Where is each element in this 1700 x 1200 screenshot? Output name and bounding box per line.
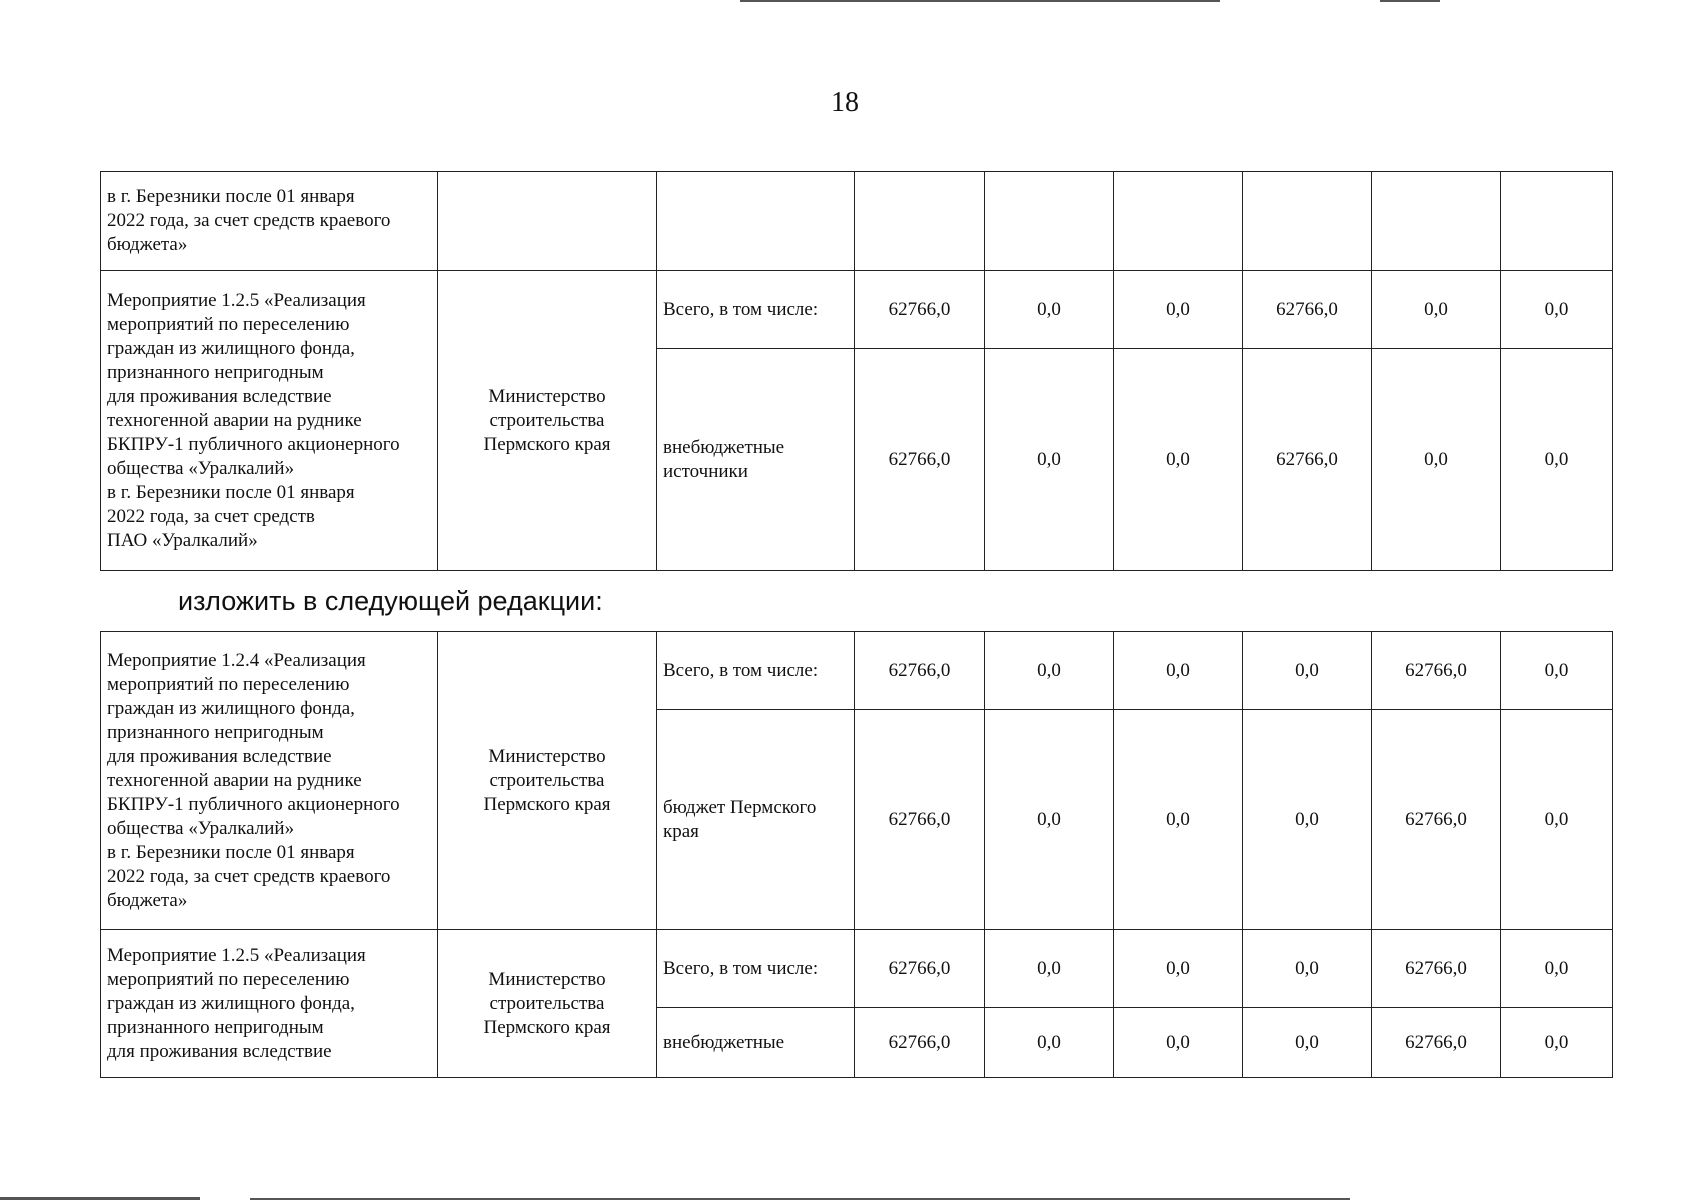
measure-name-cell (101, 271, 438, 571)
value-cell: 62766,0 (855, 632, 985, 710)
value-cell: 0,0 (1243, 710, 1372, 930)
source-label: бюджет Пермского края (657, 710, 855, 930)
continuation-text: в г. Березники после 01 января 2022 года, за счет средств краевого бюджета» (107, 186, 391, 255)
source-label: внебюджетные источники (657, 349, 855, 571)
continuation-cell (101, 172, 438, 271)
empty-cell (855, 172, 985, 271)
empty-cell (657, 172, 855, 271)
value-cell: 0,0 (985, 930, 1114, 1008)
value-cell: 0,0 (1501, 349, 1613, 571)
value-cell: 0,0 (1372, 349, 1501, 571)
value-cell: 0,0 (1501, 930, 1613, 1008)
value-cell: 0,0 (1372, 271, 1501, 349)
value-cell: 0,0 (1114, 930, 1243, 1008)
measure-name-cell (101, 632, 438, 930)
scan-edge-top-left (740, 0, 1220, 2)
value-cell: 0,0 (1114, 632, 1243, 710)
value-cell: 0,0 (1501, 1008, 1613, 1078)
value-cell: 0,0 (1501, 271, 1613, 349)
value-cell: 0,0 (1114, 271, 1243, 349)
source-label: внебюджетные (657, 1008, 855, 1078)
scan-edge-top-right (1380, 0, 1440, 2)
value-cell: 62766,0 (1243, 349, 1372, 571)
value-cell: 0,0 (985, 349, 1114, 571)
value-cell: 0,0 (985, 710, 1114, 930)
value-cell: 62766,0 (855, 271, 985, 349)
caption: изложить в следующей редакции: (178, 586, 603, 616)
value-cell: 0,0 (985, 1008, 1114, 1078)
responsible-ministry: Министерство строительства Пермского края (438, 632, 657, 930)
table-row (101, 271, 1613, 349)
value-cell: 0,0 (1243, 632, 1372, 710)
empty-cell (1501, 172, 1613, 271)
measure-name: Мероприятие 1.2.5 «Реализация мероприятий по переселению граждан из жилищного фонда, признанного непригодным для проживания вследствие (107, 944, 366, 1062)
table-bottom (100, 631, 1613, 1078)
source-label: Всего, в том числе: (657, 271, 855, 349)
measure-name-cell (101, 930, 438, 1078)
measure-name: Мероприятие 1.2.5 «Реализация мероприятий по переселению граждан из жилищного фонда, признанного непригодным для проживания вследствие техногенной аварии на руднике БКПРУ-1 публичного акционерного общества «Уралкалий» в г. Березники после 01 января 2022 года, за счет средств ПАО «Уралкалий» (107, 289, 400, 551)
value-cell: 0,0 (1114, 1008, 1243, 1078)
source-label: Всего, в том числе: (657, 632, 855, 710)
value-cell: 0,0 (985, 271, 1114, 349)
empty-cell (438, 172, 657, 271)
source-label: Всего, в том числе: (657, 930, 855, 1008)
value-cell: 62766,0 (1372, 1008, 1501, 1078)
responsible-ministry: Министерство строительства Пермского края (438, 271, 657, 571)
value-cell: 0,0 (985, 632, 1114, 710)
value-cell: 62766,0 (1243, 271, 1372, 349)
value-cell: 62766,0 (855, 930, 985, 1008)
value-cell: 62766,0 (1372, 930, 1501, 1008)
value-cell: 62766,0 (1372, 632, 1501, 710)
empty-cell (1114, 172, 1243, 271)
measure-name: Мероприятие 1.2.4 «Реализация мероприятий по переселению граждан из жилищного фонда, признанного непригодным для проживания вследствие техногенной аварии на руднике БКПРУ-1 публичного акционерного общества «Уралкалий» в г. Березники после 01 января 2022 года, за счет средств краевого бюджета» (107, 649, 400, 911)
empty-cell (985, 172, 1114, 271)
value-cell: 62766,0 (855, 349, 985, 571)
responsible-ministry: Министерство строительства Пермского края (438, 930, 657, 1078)
value-cell: 0,0 (1501, 710, 1613, 930)
value-cell: 62766,0 (855, 710, 985, 930)
value-cell: 0,0 (1243, 930, 1372, 1008)
value-cell: 0,0 (1501, 632, 1613, 710)
table-row (101, 632, 1613, 710)
value-cell: 0,0 (1114, 349, 1243, 571)
value-cell: 62766,0 (1372, 710, 1501, 930)
page-number: 18 (831, 87, 859, 118)
value-cell: 0,0 (1243, 1008, 1372, 1078)
table-row (101, 930, 1613, 1008)
empty-cell (1372, 172, 1501, 271)
value-cell: 0,0 (1114, 710, 1243, 930)
value-cell: 62766,0 (855, 1008, 985, 1078)
empty-cell (1243, 172, 1372, 271)
table-row (101, 172, 1613, 271)
table-top (100, 171, 1613, 571)
